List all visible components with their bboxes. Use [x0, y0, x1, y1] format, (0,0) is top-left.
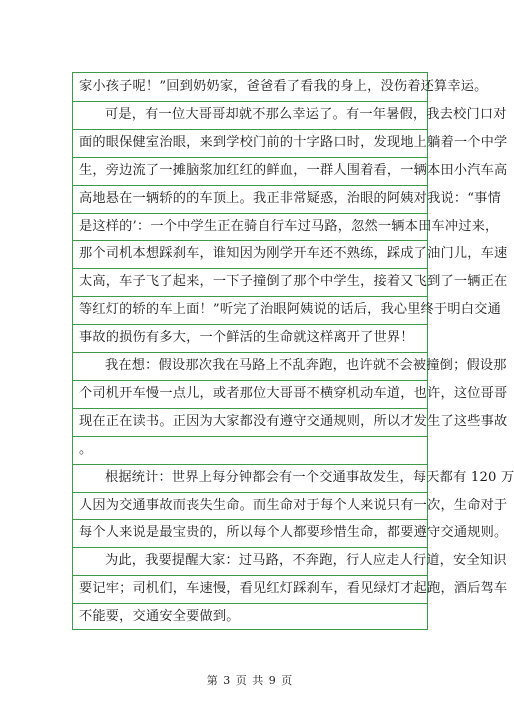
rule-line [73, 575, 427, 576]
rule-line [73, 240, 427, 241]
rule-line [73, 492, 427, 493]
text-line: 高地悬在一辆轿的的车顶上。我正非常疑惑，治眼的阿姨对我说：“事情 [79, 190, 501, 206]
ruled-text-area [72, 72, 514, 630]
text-line: 现在正在读书。正因为大家都没有遵守交通规则，所以才发生了这些事故 [79, 413, 508, 429]
rule-line [73, 101, 427, 102]
paragraph-first-line: 我在想：假设那次我在马路上不乱奔跑，也许就不会被撞倒；假设那 [105, 358, 507, 373]
text-line: 。 [79, 441, 93, 457]
rule-line [73, 547, 427, 548]
text-line: 事故的损伤有多大，一个鲜活的生命就这样离开了世界！ [79, 330, 414, 346]
rule-line [73, 352, 427, 353]
rule-line [73, 436, 427, 437]
text-line: 是这样的’：一个中学生正在骑自行车过马路，忽然一辆本田车冲过来， [79, 218, 499, 234]
rule-line [73, 185, 427, 186]
rule-line [73, 129, 427, 130]
paragraph-first-line: 可是，有一位大哥哥却就不那么幸运了。有一年暑假，我去校门口对 [105, 106, 507, 122]
rule-line [73, 268, 427, 269]
text-line: 不能要，交通安全要做到。 [79, 609, 240, 625]
rule-line [73, 408, 427, 409]
paragraph-first-line: 为此，我要提醒大家：过马路，不奔跑，行人应走人行道，安全知识 [105, 553, 507, 569]
text-line: 每个人来说是最宝贵的，所以每个人都要珍惜生命，都要遵守交通规则。 [79, 525, 508, 541]
text-line: 生，旁边流了一摊脑浆加红红的鲜血，一群人围着看，一辆本田小汽车高 [79, 162, 508, 178]
rule-line [73, 519, 427, 520]
rule-line [73, 464, 427, 465]
rule-line [73, 324, 427, 325]
rule-line [73, 296, 427, 297]
text-line: 人因为交通事故而丧失生命。而生命对于每个人来说只有一次，生命对于 [79, 497, 508, 513]
text-line: 那个司机本想踩刹车，谁知因为刚学开车还不熟练，踩成了油门儿，车速 [79, 246, 508, 262]
rule-line [73, 213, 427, 214]
rule-line [73, 157, 427, 158]
paragraph-first-line: 根据统计：世界上每分钟都会有一个交通事故发生，每天都有 120 万 [105, 469, 514, 485]
text-line: 家小孩子呢！”回到奶奶家，爸爸看了看我的身上，没伤着还算幸运。 [79, 79, 488, 94]
text-line: 太高，车子飞了起来，一下子撞倒了那个中学生，接着又飞到了一辆正在 [79, 274, 508, 290]
text-line: 等红灯的轿的车上面！”听完了治眼阿姨说的话后，我心里终于明白交通 [79, 302, 501, 318]
text-line: 面的眼保健室治眼，来到学校门前的十字路口时，发现地上躺着一个中学 [79, 134, 508, 150]
page-footer: 第 3 页 共 9 页 [206, 674, 294, 687]
rule-line [73, 380, 427, 381]
text-line: 要记牢；司机们，车速慢，看见红灯踩刹车，看见绿灯才起跑，酒后驾车 [79, 581, 508, 597]
text-line: 个司机开车慢一点儿，或者那位大哥哥不横穿机动车道，也许，这位哥哥 [79, 385, 508, 401]
rule-line [73, 603, 427, 604]
